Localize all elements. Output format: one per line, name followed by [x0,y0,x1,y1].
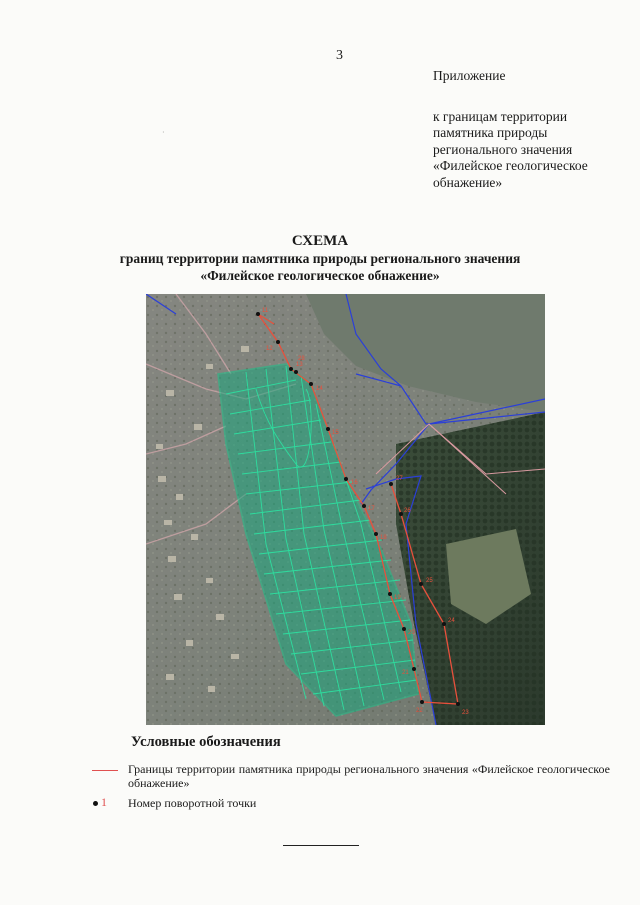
point-label: 11 [262,308,269,314]
point-label: 23 [462,710,469,716]
point-label: 25 [426,578,433,584]
point-label: 18 [380,535,387,541]
boundary-line-symbol [88,762,128,790]
aerial-scheme-map [146,294,545,725]
point-label: 19 [394,595,401,601]
point-label: 28 [298,356,305,362]
scan-speck: · [162,128,165,137]
map-svg [146,294,545,725]
point-label: 27 [396,476,403,482]
appendix-title: Приложение [433,68,506,83]
point-label: 17 [368,506,375,512]
point-label: 26 [404,508,411,514]
point-label: 12 [266,346,273,352]
appendix-line: к границам территории [433,108,568,124]
appendix-line: обнажение» [433,174,503,190]
footer-rule [283,845,359,846]
point-label: 24 [448,618,455,624]
scheme-subtitle-2: «Филейское геологическое обнажение» [200,268,440,283]
point-label: 15 [332,430,339,436]
point-label: 13 [296,362,303,368]
page-number: 3 [336,48,343,63]
legend-row-boundary [88,762,610,790]
point-label: 20 [408,630,415,636]
point-label: 14 [316,386,323,392]
scheme-title-block [0,232,640,284]
point-label: 22 [416,708,423,714]
point-symbol-number: 1 [101,795,107,809]
point-label: 21 [402,670,409,676]
scheme-subtitle-1: границ территории памятника природы регионального значения [119,251,521,266]
turning-point-symbol [88,796,128,810]
legend-point-text: Номер поворотной точки [128,796,257,810]
scheme-title: СХЕМА [291,233,349,249]
appendix-block [433,68,633,191]
appendix-line: регионального значения [433,141,573,157]
legend-title: Условные обозначения [131,734,281,750]
legend-boundary-text: Границы территории памятника природы регионального значения «Филейское геологическое обнажение» [128,762,610,790]
appendix-line: памятника природы [433,125,548,140]
appendix-line: «Филейское геологическое [433,158,588,173]
legend-row-point [88,796,610,810]
point-label: 16 [351,480,358,486]
